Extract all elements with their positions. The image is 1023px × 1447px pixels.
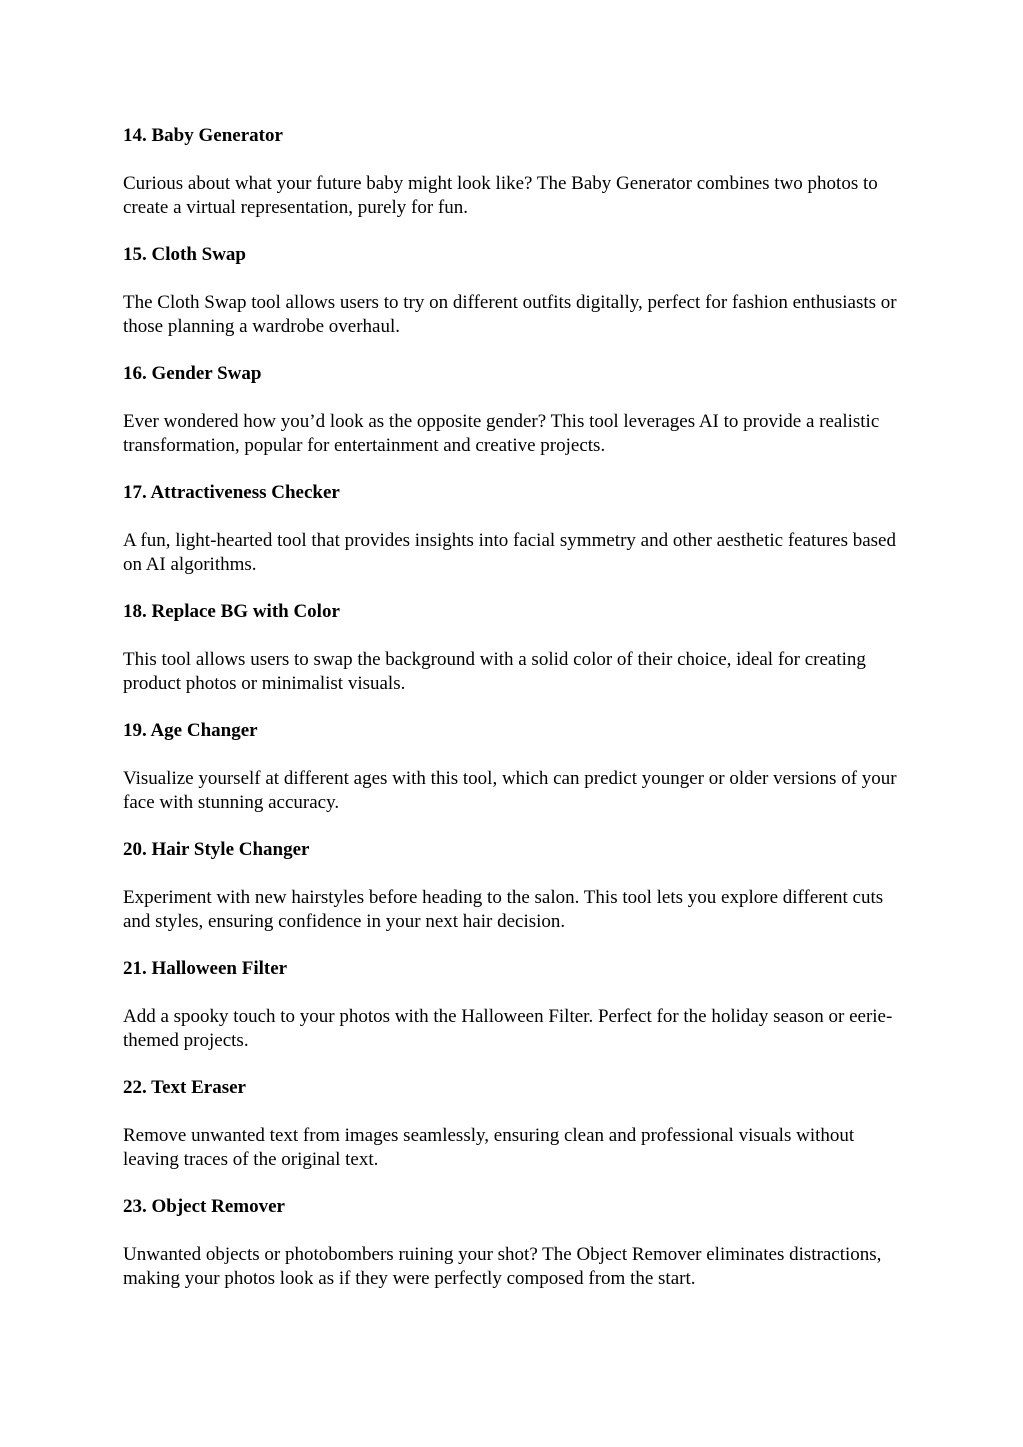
- section-heading: 14. Baby Generator: [123, 125, 283, 146]
- section-heading: 17. Attractiveness Checker: [123, 482, 340, 503]
- section-heading: 20. Hair Style Changer: [123, 839, 310, 860]
- section-paragraph: A fun, light-hearted tool that provides insights into facial symmetry and other aesthetic features based on AI algorithms.: [123, 530, 896, 575]
- section-object-remover: [123, 1195, 903, 1291]
- section-paragraph: Remove unwanted text from images seamlessly, ensuring clean and professional visuals without leaving traces of the original text.: [123, 1125, 855, 1170]
- section-paragraph: Ever wondered how you’d look as the opposite gender? This tool leverages AI to provide a realistic transformation, popular for entertainment and creative projects.: [123, 411, 880, 456]
- section-heading: 22. Text Eraser: [123, 1077, 246, 1098]
- section-hair-style-changer: [123, 838, 903, 934]
- section-text-eraser: [123, 1076, 903, 1172]
- section-paragraph: Experiment with new hairstyles before heading to the salon. This tool lets you explore different cuts and styles, ensuring confidence in your next hair decision.: [123, 887, 884, 932]
- section-heading: 19. Age Changer: [123, 720, 258, 741]
- section-heading: 15. Cloth Swap: [123, 244, 246, 265]
- section-paragraph: This tool allows users to swap the background with a solid color of their choice, ideal for creating product photos or minimalist visuals.: [123, 649, 866, 694]
- section-heading: 16. Gender Swap: [123, 363, 262, 384]
- section-halloween-filter: [123, 957, 903, 1053]
- section-cloth-swap: [123, 243, 903, 339]
- section-heading: 23. Object Remover: [123, 1196, 285, 1217]
- document-page: [123, 124, 903, 1314]
- section-attractiveness-checker: [123, 481, 903, 577]
- section-paragraph: Unwanted objects or photobombers ruining your shot? The Object Remover eliminates distractions, making your photos look as if they were perfectly composed from the start.: [123, 1244, 882, 1289]
- section-heading: 18. Replace BG with Color: [123, 601, 340, 622]
- section-replace-bg-with-color: [123, 600, 903, 696]
- section-heading: 21. Halloween Filter: [123, 958, 288, 979]
- section-paragraph: The Cloth Swap tool allows users to try on different outfits digitally, perfect for fashion enthusiasts or those planning a wardrobe overhaul.: [123, 292, 897, 337]
- section-paragraph: Visualize yourself at different ages with this tool, which can predict younger or older versions of your face with stunning accuracy.: [123, 768, 897, 813]
- section-paragraph: Add a spooky touch to your photos with the Halloween Filter. Perfect for the holiday season or eerie-themed projects.: [123, 1006, 893, 1051]
- section-paragraph: Curious about what your future baby might look like? The Baby Generator combines two photos to create a virtual representation, purely for fun.: [123, 173, 878, 218]
- section-gender-swap: [123, 362, 903, 458]
- section-baby-generator: [123, 124, 903, 220]
- section-age-changer: [123, 719, 903, 815]
